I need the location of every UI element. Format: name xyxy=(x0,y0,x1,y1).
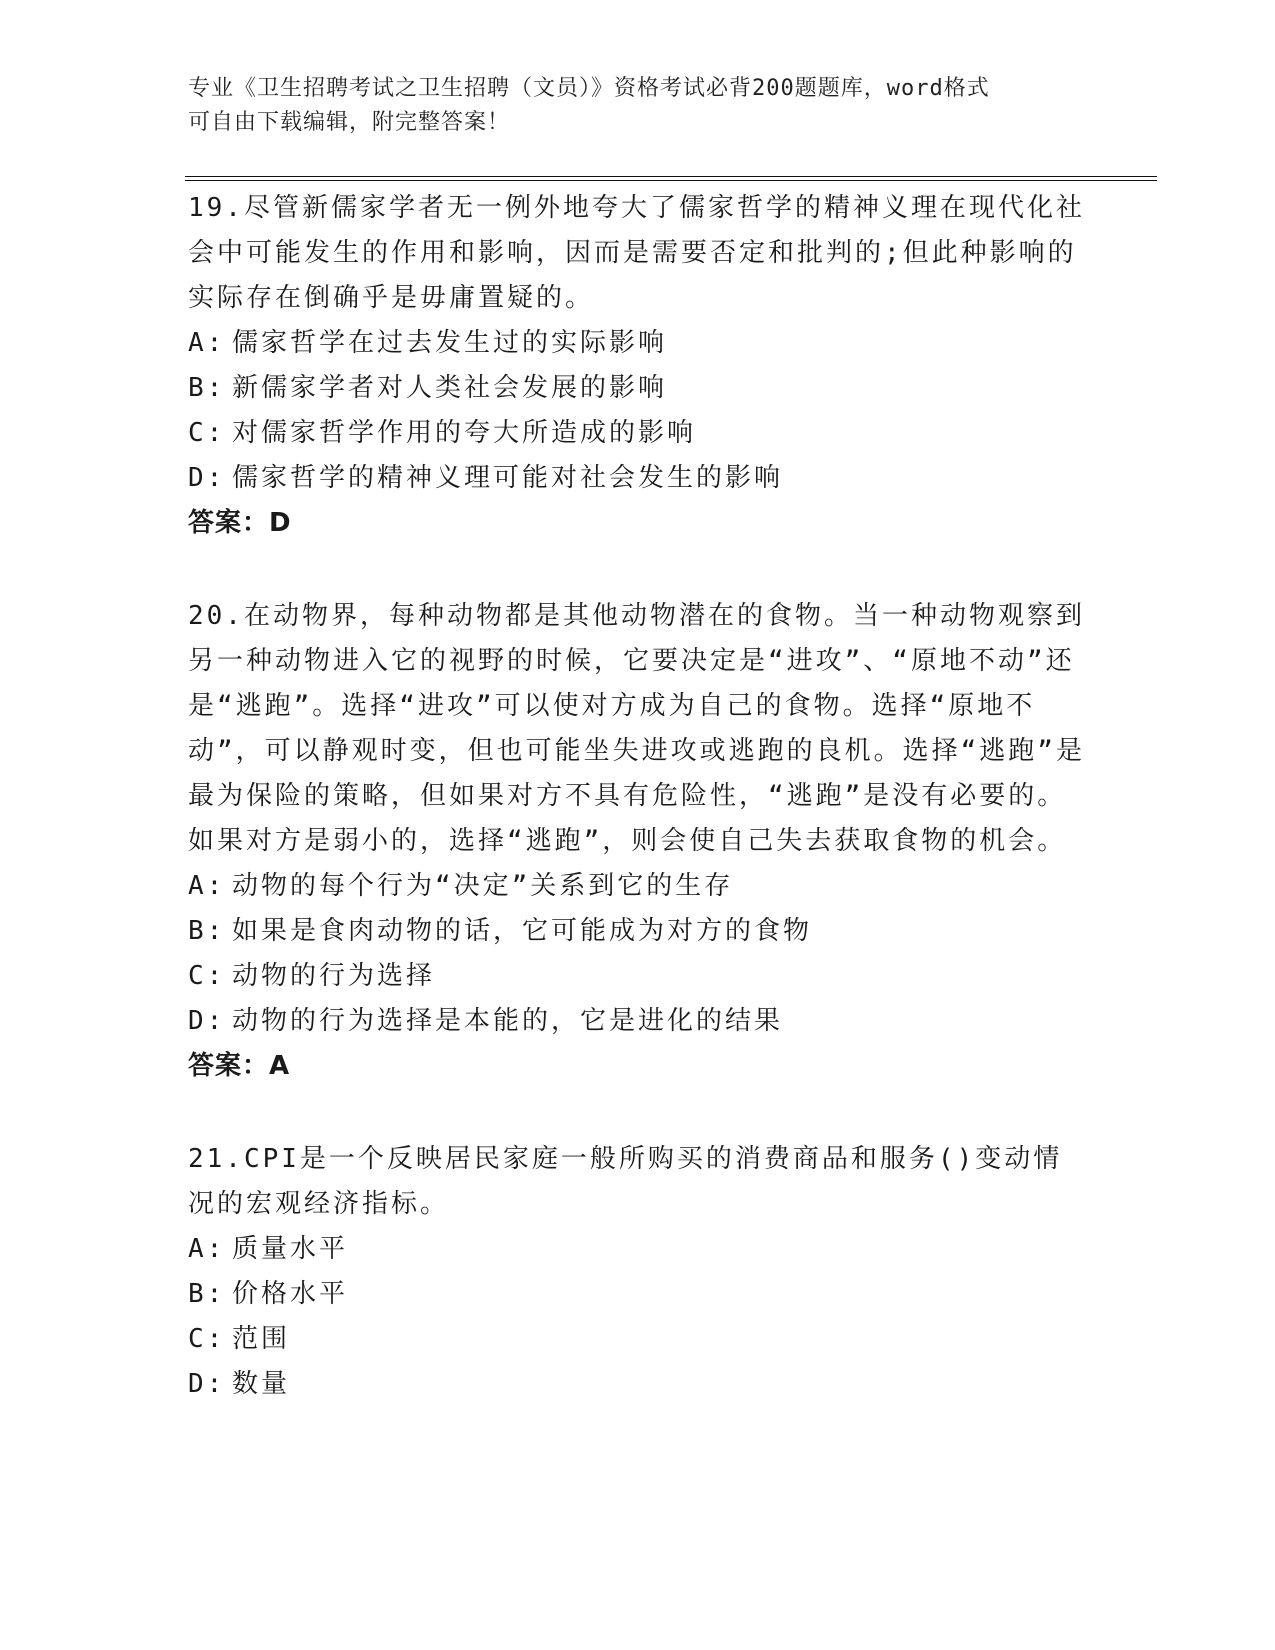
question-list xyxy=(188,186,1088,1455)
answer-line: 答案：A xyxy=(188,1051,291,1081)
header-line-2: 可自由下载编辑，附完整答案！ xyxy=(188,110,511,135)
option-text: 动物的行为选择是本能的，它是进化的结果 xyxy=(232,1006,784,1036)
question-19 xyxy=(188,186,1088,546)
option-key: C: xyxy=(188,418,226,448)
question-stem: 19.尽管新儒家学者无一例外地夸大了儒家哲学的精神义理在现代化社会中可能发生的作用和影响，因而是需要否定和批判的;但此种影响的实际存在倒确乎是毋庸置疑的。 xyxy=(188,193,1085,313)
option-text: 动物的行为选择 xyxy=(232,961,436,991)
question-stem: 20.在动物界，每种动物都是其他动物潜在的食物。当一种动物观察到另一种动物进入它的视野的时候，它要决定是“进攻”、“原地不动”还是“逃跑”。选择“进攻”可以使对方成为自己的食物。选择“原地不动”，可以静观时变，但也可能坐失进攻或逃跑的良机。选择“逃跑”是最为保险的策略，但如果对方不具有危险性，“逃跑”是没有必要的。如果对方是弱小的，选择“逃跑”，则会使自己失去获取食物的机会。 xyxy=(188,601,1085,856)
question-20 xyxy=(188,594,1088,1089)
option-c xyxy=(188,411,1088,456)
option-b xyxy=(188,909,1088,954)
option-text: 儒家哲学在过去发生过的实际影响 xyxy=(232,328,668,358)
answer-line: 答案：D xyxy=(188,508,292,538)
option-text: 儒家哲学的精神义理可能对社会发生的影响 xyxy=(232,463,784,493)
option-key: A: xyxy=(188,1234,226,1264)
option-key: C: xyxy=(188,1324,226,1354)
option-key: B: xyxy=(188,916,226,946)
option-key: D: xyxy=(188,463,226,493)
header-divider xyxy=(185,176,1157,181)
option-text: 新儒家学者对人类社会发展的影响 xyxy=(232,373,668,403)
option-key: B: xyxy=(188,373,226,403)
option-d xyxy=(188,456,1088,501)
option-text: 对儒家哲学作用的夸大所造成的影响 xyxy=(232,418,697,448)
option-a xyxy=(188,1227,1088,1272)
document-header xyxy=(188,72,1088,140)
option-b xyxy=(188,1272,1088,1317)
option-c xyxy=(188,1317,1088,1362)
option-b xyxy=(188,366,1088,411)
question-stem: 21.CPI是一个反映居民家庭一般所购买的消费商品和服务()变动情况的宏观经济指标。 xyxy=(188,1144,1063,1219)
question-21 xyxy=(188,1137,1088,1407)
option-text: 如果是食肉动物的话，它可能成为对方的食物 xyxy=(232,916,813,946)
option-key: D: xyxy=(188,1006,226,1036)
option-a xyxy=(188,864,1088,909)
option-key: A: xyxy=(188,871,226,901)
option-text: 范围 xyxy=(232,1324,291,1354)
option-text: 动物的每个行为“决定”关系到它的生存 xyxy=(232,871,734,901)
option-key: D: xyxy=(188,1369,226,1399)
option-key: B: xyxy=(188,1279,226,1309)
option-d xyxy=(188,999,1088,1044)
option-c xyxy=(188,954,1088,999)
header-line-1: 专业《卫生招聘考试之卫生招聘（文员）》资格考试必背200题题库，word格式 xyxy=(188,76,990,101)
option-a xyxy=(188,321,1088,366)
option-text: 价格水平 xyxy=(232,1279,349,1309)
option-text: 质量水平 xyxy=(232,1234,349,1264)
option-d xyxy=(188,1362,1088,1407)
option-text: 数量 xyxy=(232,1369,291,1399)
option-key: C: xyxy=(188,961,226,991)
option-key: A: xyxy=(188,328,226,358)
